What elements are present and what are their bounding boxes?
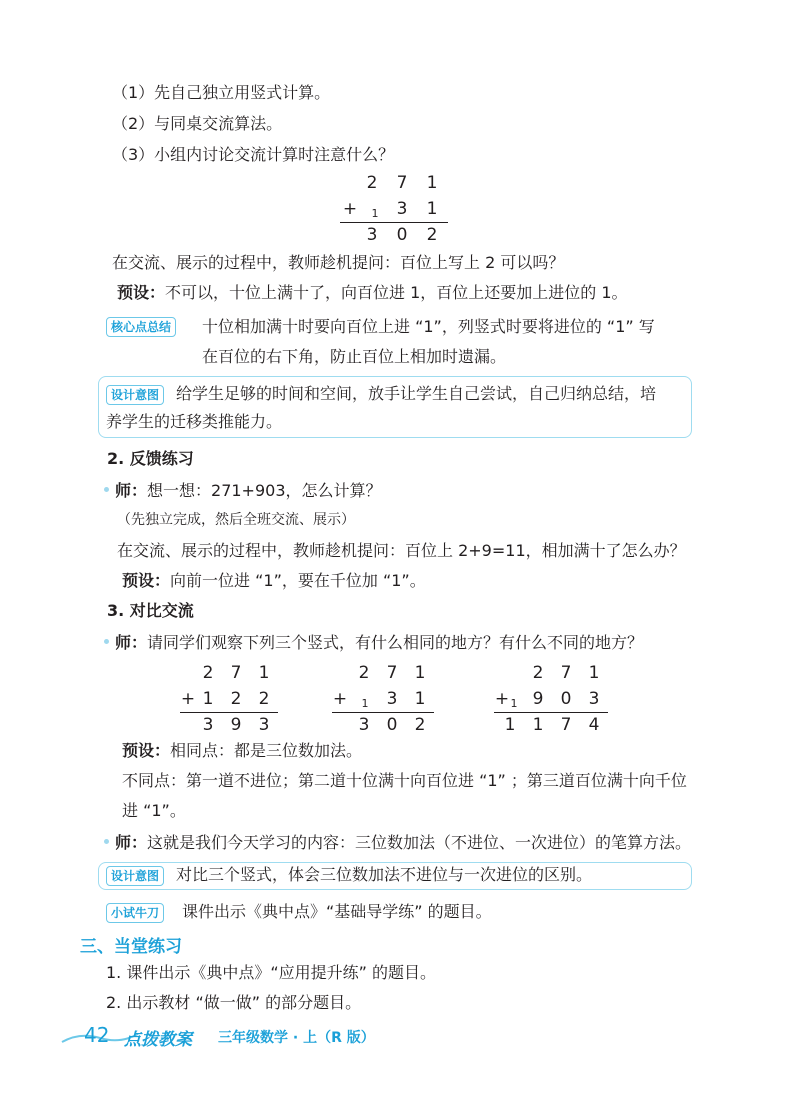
vertical-calc-main [340, 172, 450, 246]
vertical-calc-c [492, 662, 608, 736]
digit: 9 [230, 715, 242, 735]
digit: 3 [258, 715, 270, 735]
design-intent-1-line-2: 养学生的迁移类推能力。 [106, 412, 283, 431]
calc-rule [180, 712, 278, 713]
digit: 7 [560, 715, 572, 735]
digit: 1 [504, 715, 516, 735]
digit: 0 [560, 689, 572, 709]
brand-logo: 点拨教案 [124, 1030, 192, 1050]
plus-sign: + [180, 689, 196, 709]
digit: 2 [258, 689, 270, 709]
digit: 0 [396, 225, 408, 245]
difference-line-2: 进 “1”。 [122, 801, 186, 820]
teacher-summary: 师：这就是我们今天学习的内容：三位数加法（不进位、一次进位）的笔算方法。 [104, 832, 691, 854]
preset-label: 预设： [117, 283, 166, 302]
digit: 0 [386, 715, 398, 735]
digit: 7 [560, 663, 572, 683]
practice-section-title: 三、当堂练习 [80, 937, 182, 957]
design-intent-tag-2: 设计意图 [106, 865, 164, 886]
practice-item-1: 1. 课件出示《典中点》“应用提升练” 的题目。 [106, 963, 437, 982]
digit: 4 [588, 715, 600, 735]
digit: 3 [396, 199, 408, 219]
carry-digit: 1 [361, 697, 369, 710]
digit: 7 [396, 173, 408, 193]
preset-text: 不可以，十位上满十了，向百位进 1，百位上还要加上进位的 1。 [165, 283, 628, 302]
preset-1 [117, 282, 628, 304]
section-2-question: 在交流、展示的过程中，教师趁机提问：百位上 2+9=11，相加满十了怎么办？ [117, 541, 686, 560]
section-2-title: 2. 反馈练习 [107, 449, 194, 468]
digit: 1 [414, 663, 426, 683]
digit: 2 [230, 689, 242, 709]
calc-rule [494, 712, 608, 713]
step-3: （3）小组内讨论交流计算时注意什么？ [112, 145, 395, 164]
digit: 3 [588, 689, 600, 709]
digit: 2 [366, 173, 378, 193]
digit: 2 [202, 663, 214, 683]
section-2-note: （先独立完成，然后全班交流、展示） [117, 512, 355, 528]
digit: 1 [588, 663, 600, 683]
digit: 3 [386, 689, 398, 709]
plus-sign: + [342, 199, 358, 219]
page-number: 42 [84, 1023, 110, 1047]
book-subtitle: 三年级数学 · 上（R 版） [218, 1030, 375, 1046]
design-intent-2-text: 对比三个竖式，体会三位数加法不进位与一次进位的区别。 [176, 865, 593, 884]
digit: 1 [532, 715, 544, 735]
digit: 2 [426, 225, 438, 245]
design-intent-1-line-1: 给学生足够的时间和空间，放手让学生自己尝试，自己归纳总结，培 [176, 384, 657, 403]
digit: 1 [426, 199, 438, 219]
design-intent-tag: 设计意图 [106, 384, 164, 405]
step-2: （2）与同桌交流算法。 [112, 114, 283, 133]
digit: 3 [202, 715, 214, 735]
vertical-calc-a [178, 662, 278, 736]
preset-2: 预设：向前一位进 “1”，要在千位加 “1”。 [122, 571, 426, 590]
section-3-title: 3. 对比交流 [107, 601, 194, 620]
core-summary-line-2: 在百位的右下角，防止百位上相加时遗漏。 [202, 347, 507, 366]
step-1: （1）先自己独立用竖式计算。 [112, 83, 331, 102]
practice-item-2: 2. 出示教材 “做一做” 的部分题目。 [106, 993, 362, 1012]
core-summary-tag: 核心点总结 [106, 316, 176, 337]
vertical-calc-b [330, 662, 434, 736]
digit: 1 [426, 173, 438, 193]
core-summary-line-1: 十位相加满十时要向百位上进 “1”，列竖式时要将进位的 “1” 写 [202, 317, 655, 336]
difference-line-1: 不同点：第一道不进位；第二道十位满十向百位进 “1” ；第三道百位满十向千位 [122, 771, 687, 790]
digit: 3 [358, 715, 370, 735]
digit: 2 [532, 663, 544, 683]
digit: 1 [414, 689, 426, 709]
bullet-icon [104, 839, 109, 844]
digit: 1 [258, 663, 270, 683]
plus-sign: + [494, 689, 510, 709]
try-tag: 小试牛刀 [106, 902, 164, 923]
bullet-icon [104, 639, 109, 644]
try-text: 课件出示《典中点》“基础导学练” 的题目。 [182, 902, 492, 921]
digit: 7 [230, 663, 242, 683]
carry-digit: 1 [371, 207, 379, 220]
digit: 2 [358, 663, 370, 683]
bullet-icon [104, 487, 109, 492]
calc-rule [332, 712, 434, 713]
teacher-question-1: 在交流、展示的过程中，教师趁机提问：百位上写上 2 可以吗？ [112, 253, 565, 272]
calc-rule [340, 222, 448, 223]
digit: 7 [386, 663, 398, 683]
preset-3: 预设：相同点：都是三位数加法。 [122, 741, 363, 760]
plus-sign: + [332, 689, 348, 709]
carry-digit: 1 [510, 697, 518, 710]
digit: 2 [414, 715, 426, 735]
digit: 1 [202, 689, 214, 709]
teacher-line-2: 师：想一想：271+903，怎么计算？ [104, 480, 382, 502]
teacher-line-3: 师：请同学们观察下列三个竖式，有什么相同的地方？有什么不同的地方？ [104, 632, 643, 654]
digit: 3 [366, 225, 378, 245]
digit: 9 [532, 689, 544, 709]
